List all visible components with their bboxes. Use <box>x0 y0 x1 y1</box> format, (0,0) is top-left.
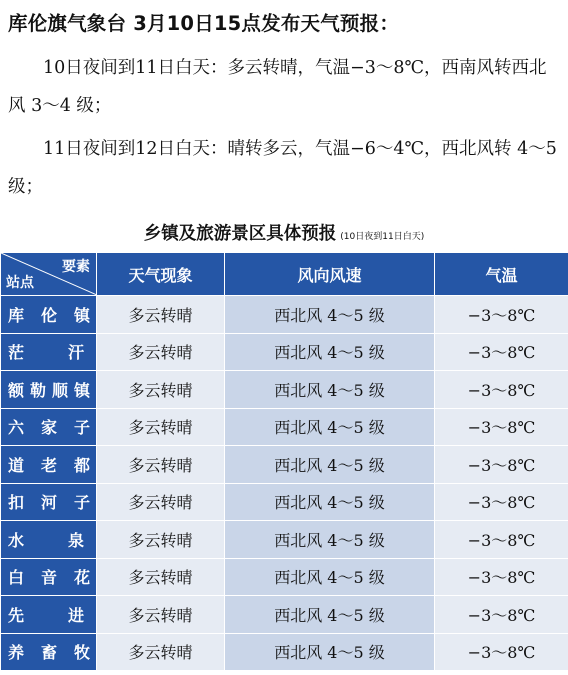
temperature-cell: −3～8℃ <box>435 296 568 334</box>
table-title-main: 乡镇及旅游景区具体预报 <box>143 224 337 244</box>
header-temperature: 气温 <box>435 253 568 296</box>
station-name <box>1 633 97 671</box>
station-name-text: 六 家 子 <box>8 418 90 438</box>
station-name-text: 道 老 都 <box>8 455 90 475</box>
table-header-row <box>1 253 568 296</box>
table-row <box>1 446 568 484</box>
wind-cell: 西北风 4～5 级 <box>225 371 435 409</box>
station-name <box>1 558 97 596</box>
weather-cell: 多云转晴 <box>97 333 225 371</box>
wind-cell: 西北风 4～5 级 <box>225 596 435 634</box>
station-name <box>1 596 97 634</box>
table-row <box>1 596 568 634</box>
station-name-text: 库 伦 镇 <box>8 305 90 325</box>
weather-cell: 多云转晴 <box>97 633 225 671</box>
wind-cell: 西北风 4～5 级 <box>225 633 435 671</box>
temperature-cell: −3～8℃ <box>435 558 568 596</box>
weather-cell: 多云转晴 <box>97 521 225 559</box>
station-name-text: 额 勒 顺 镇 <box>8 380 90 400</box>
wind-cell: 西北风 4～5 级 <box>225 408 435 446</box>
wind-cell: 西北风 4～5 级 <box>225 558 435 596</box>
temperature-cell: −3～8℃ <box>435 483 568 521</box>
table-corner-cell <box>1 253 97 296</box>
station-name-text: 茫 汗 <box>8 343 84 363</box>
township-forecast-table <box>0 252 568 671</box>
corner-label-elements: 要素 <box>62 259 90 275</box>
station-name <box>1 333 97 371</box>
forecast-paragraph-1: 10日夜间到11日白天：多云转晴，气温−3～8℃，西南风转西北风 3～4 级； <box>8 58 547 116</box>
weather-cell: 多云转晴 <box>97 596 225 634</box>
table-row <box>1 333 568 371</box>
wind-cell: 西北风 4～5 级 <box>225 483 435 521</box>
table-row <box>1 558 568 596</box>
station-name-text: 养 畜 牧 <box>8 643 90 663</box>
station-name <box>1 483 97 521</box>
wind-cell: 西北风 4～5 级 <box>225 296 435 334</box>
weather-cell: 多云转晴 <box>97 408 225 446</box>
station-name <box>1 296 97 334</box>
table-row <box>1 633 568 671</box>
forecast-heading: 库伦旗气象台 3月10日15点发布天气预报： <box>8 12 400 35</box>
corner-label-stations: 站点 <box>6 275 34 291</box>
weather-cell: 多云转晴 <box>97 446 225 484</box>
temperature-cell: −3～8℃ <box>435 333 568 371</box>
weather-cell: 多云转晴 <box>97 296 225 334</box>
station-name-text: 先 进 <box>8 605 84 625</box>
header-wind: 风向风速 <box>225 253 435 296</box>
temperature-cell: −3～8℃ <box>435 446 568 484</box>
table-title-subtitle: (10日夜到11日白天) <box>340 232 425 242</box>
station-name <box>1 446 97 484</box>
wind-cell: 西北风 4～5 级 <box>225 521 435 559</box>
wind-cell: 西北风 4～5 级 <box>225 333 435 371</box>
station-name-text: 扣 河 子 <box>8 493 90 513</box>
temperature-cell: −3～8℃ <box>435 633 568 671</box>
station-name <box>1 371 97 409</box>
temperature-cell: −3～8℃ <box>435 371 568 409</box>
station-name <box>1 521 97 559</box>
table-row <box>1 408 568 446</box>
station-name-text: 白 音 花 <box>8 568 90 588</box>
weather-cell: 多云转晴 <box>97 558 225 596</box>
station-name-text: 水 泉 <box>8 530 84 550</box>
table-title <box>0 220 568 245</box>
temperature-cell: −3～8℃ <box>435 408 568 446</box>
wind-cell: 西北风 4～5 级 <box>225 446 435 484</box>
table-row <box>1 483 568 521</box>
table-row <box>1 371 568 409</box>
table-row <box>1 296 568 334</box>
station-name <box>1 408 97 446</box>
forecast-paragraph-2: 11日夜间到12日白天：晴转多云，气温−6～4℃，西北风转 4～5 级； <box>8 139 557 197</box>
table-row <box>1 521 568 559</box>
header-weather: 天气现象 <box>97 253 225 296</box>
temperature-cell: −3～8℃ <box>435 596 568 634</box>
weather-cell: 多云转晴 <box>97 483 225 521</box>
weather-cell: 多云转晴 <box>97 371 225 409</box>
temperature-cell: −3～8℃ <box>435 521 568 559</box>
